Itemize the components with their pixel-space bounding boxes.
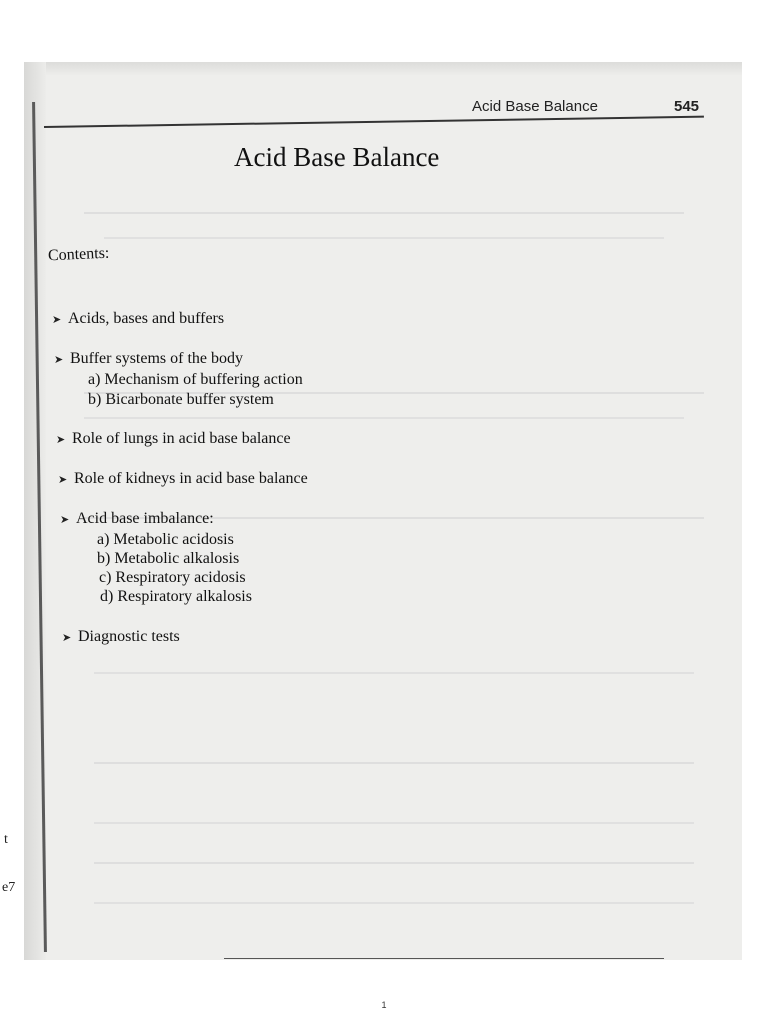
page-fold-shadow	[24, 62, 742, 76]
arrow-bullet-icon: ➤	[62, 632, 72, 644]
arrow-bullet-icon: ➤	[56, 434, 66, 446]
list-item: ➤ Acid base imbalance:	[60, 510, 214, 527]
list-subitem: a) Mechanism of buffering action	[88, 371, 303, 388]
footer-page-number: 1	[381, 1000, 387, 1010]
running-header-title: Acid Base Balance	[472, 98, 598, 115]
arrow-bullet-icon: ➤	[54, 354, 64, 366]
contents-heading: Contents:	[47, 244, 110, 265]
list-item: ➤ Diagnostic tests	[62, 628, 180, 645]
running-header-page-number: 545	[674, 98, 700, 115]
margin-mark: e7	[2, 880, 16, 895]
arrow-bullet-icon: ➤	[58, 474, 68, 486]
list-subitem: c) Respiratory acidosis	[99, 569, 246, 586]
bottom-rule	[224, 958, 664, 959]
list-item: ➤ Role of lungs in acid base balance	[56, 430, 291, 447]
margin-mark: t	[4, 832, 8, 847]
list-subitem: b) Metabolic alkalosis	[97, 550, 240, 567]
scanned-page	[24, 62, 742, 960]
list-item: ➤ Acids, bases and buffers	[52, 310, 225, 327]
header-rule	[44, 116, 704, 128]
list-subitem: d) Respiratory alkalosis	[100, 588, 252, 605]
list-item: ➤ Buffer systems of the body	[54, 350, 244, 367]
arrow-bullet-icon: ➤	[52, 314, 62, 326]
list-subitem: b) Bicarbonate buffer system	[88, 391, 274, 408]
arrow-bullet-icon: ➤	[60, 514, 70, 526]
chapter-title: Acid Base Balance	[234, 142, 440, 172]
list-item: ➤ Role of kidneys in acid base balance	[58, 470, 308, 487]
list-subitem: a) Metabolic acidosis	[97, 531, 234, 548]
